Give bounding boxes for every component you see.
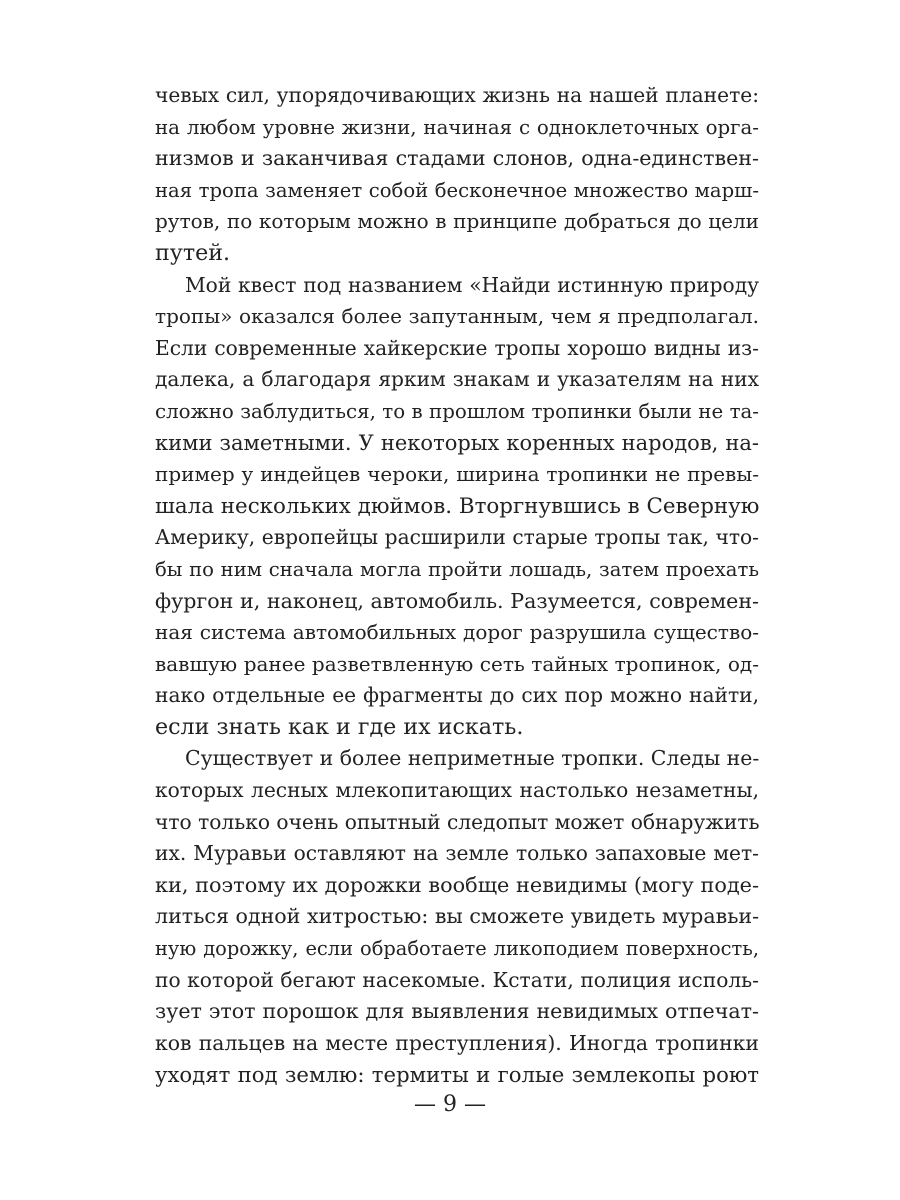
text-line: по которой бегают насекомые. Кстати, полиция исполь- bbox=[155, 967, 759, 992]
text-line: Мой квест под названием «Найди истинную природу bbox=[185, 272, 759, 297]
text-line: ную дорожку, если обработаете ликоподием поверхность, bbox=[155, 937, 759, 961]
text-line: уходят под землю: термиты и голые землекопы роют bbox=[155, 1062, 759, 1088]
text-line: низмов и заканчивая стадами слонов, одна-единствен- bbox=[155, 146, 759, 171]
text-line: сложно заблудиться, то в прошлом тропинки были не та- bbox=[155, 399, 759, 423]
text-line: кими заметными. У некоторых коренных народов, на- bbox=[155, 430, 759, 455]
text-line: путей. bbox=[155, 239, 231, 266]
text-line: тропы» оказался более запутанным, чем я предполагал. bbox=[155, 304, 759, 329]
text-line: вавшую ранее разветвленную сеть тайных тропинок, од- bbox=[155, 651, 759, 676]
text-line: далека, а благодаря ярким знакам и указателям на них bbox=[155, 367, 759, 392]
text-line: ки, поэтому их дорожки вообще невидимы (могу поде- bbox=[155, 872, 759, 897]
body-text bbox=[155, 80, 759, 1091]
text-line: на любом уровне жизни, начиная с одноклеточных орга- bbox=[155, 115, 759, 139]
text-line: Существует и более неприметные тропки. Следы не- bbox=[185, 746, 760, 771]
text-line: бы по ним сначала могла пройти лошадь, затем проехать bbox=[155, 557, 759, 581]
text-line: чевых сил, упорядочивающих жизнь на нашей планете: bbox=[155, 83, 759, 107]
text-line: их. Муравьи оставляют на земле только запаховые мет- bbox=[155, 841, 759, 866]
text-line: ная тропа заменяет собой бесконечное множество марш- bbox=[155, 178, 759, 202]
paragraph-1 bbox=[155, 80, 759, 270]
paragraph-2 bbox=[155, 270, 759, 744]
text-line: рутов, по которым можно в принципе добраться до цели bbox=[155, 209, 759, 234]
text-line: шала нескольких дюймов. Вторгнувшись в Северную bbox=[155, 493, 760, 519]
text-line: ная система автомобильных дорог разрушила существо- bbox=[155, 620, 759, 645]
text-line: что только очень опытный следопыт может обнаружить bbox=[155, 809, 760, 834]
paragraph-3 bbox=[155, 743, 759, 1091]
text-line: пример у индейцев чероки, ширина тропинки не превы- bbox=[155, 462, 759, 487]
text-line: которых лесных млекопитающих настолько незаметны, bbox=[155, 778, 759, 803]
text-line: зует этот порошок для выявления невидимых отпечат- bbox=[155, 999, 759, 1024]
page-number: — 9 — bbox=[414, 1092, 486, 1117]
text-line: Если современные хайкерские тропы хорошо видны из- bbox=[155, 335, 759, 360]
text-line: ков пальцев на месте преступления). Иногда тропинки bbox=[155, 1030, 759, 1055]
text-line: литься одной хитростью: вы сможете увидеть муравьи- bbox=[155, 904, 760, 929]
text-line: фургон и, наконец, автомобиль. Разумеется, современ- bbox=[155, 588, 759, 613]
text-line: если знать как и где их искать. bbox=[155, 713, 524, 740]
text-line: Америку, европейцы расширили старые тропы так, что- bbox=[155, 525, 759, 550]
text-line: нако отдельные ее фрагменты до сих пор можно найти, bbox=[155, 683, 759, 708]
